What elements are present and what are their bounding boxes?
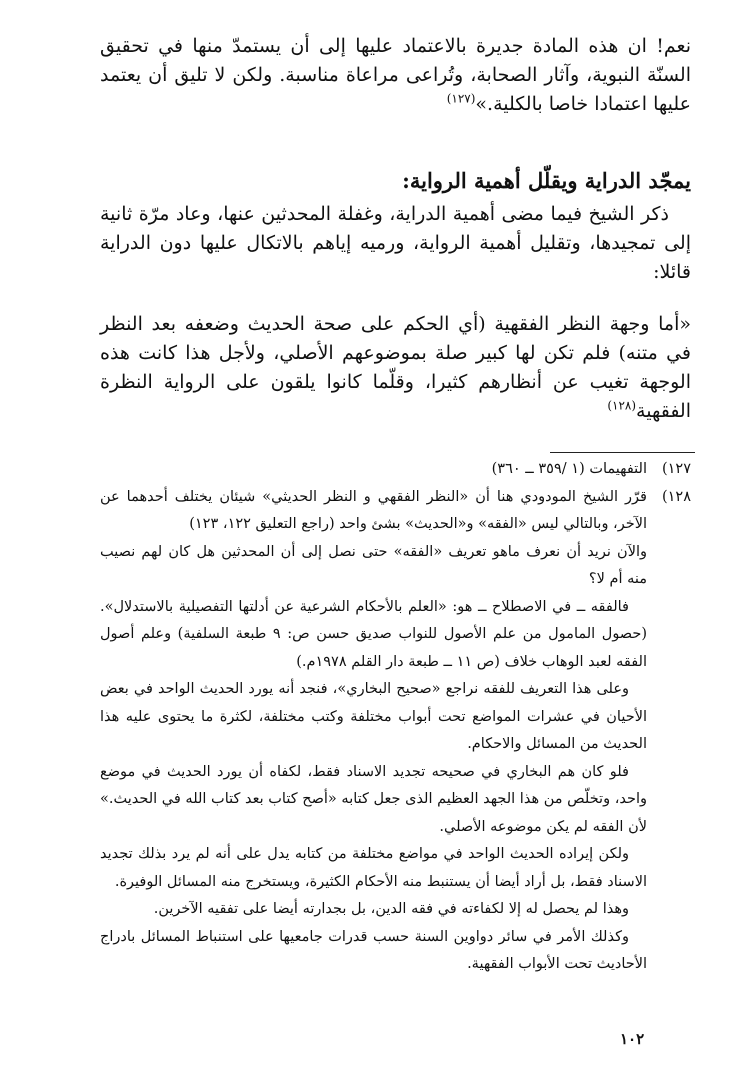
- footnote-ref-127: (١٢٧): [446, 91, 476, 106]
- section-heading: يمجّد الدراية ويقلّل أهمية الرواية:: [402, 168, 691, 193]
- footnote-128: [100, 484, 691, 539]
- footnote-paragraph: فلو كان هم البخاري في صحيحه تجديد الاسناد فقط، لكفاه أن يورد الحديث في موضع واحد، وتخلّص من هذا الجهد العظيم الذى جعل كتابه «أصح كتاب بعد كتاب الله في الحديث.» لأن الفقه لم يكن موضوعه الأصلي.: [100, 763, 647, 835]
- footnote-paragraph: فالفقه ــ في الاصطلاح ــ هو: «العلم بالأحكام الشرعية عن أدلتها التفصيلية بالاستدلال».(حصول المامول من علم الأصول للنواب صديق حسن ص: ٩ طبعة السلفية) وعلم أصول الفقه لعبد الوهاب خلاف (ص ١١ ــ طبعة دار القلم ١٩٧٨م.): [100, 598, 648, 670]
- footnote-text: قرّر الشيخ المودودي هنا أن «النظر الفقهي و النظر الحديثي» شيئان يختلف أحدهما عن الآخر، وبالتالي ليس «الفقه» و«الحديث» بشئ واحد (راجع التعليق ١٢٢، ١٢٣): [100, 488, 647, 532]
- page-number: ١٠٢: [620, 1030, 645, 1048]
- paragraph-1: [100, 32, 691, 119]
- footnote-text: التفهيمات (١ /٣٥٩ ــ ٣٦٠): [491, 461, 647, 477]
- footnote-paragraph: وهذا لم يحصل له إلا لكفاءته في فقه الدين، بل بجدارته أيضا على تفقيه الآخرين.: [153, 901, 629, 917]
- footnote-number: ١٢٨): [661, 488, 691, 505]
- footnote-paragraph: ولكن إيراده الحديث الواحد في مواضع مختلفة من كتابه يدل على أنه لم يرد بذلك تجديد الاسناد فقط، بل أراد أيضا أن يستنبط منه الأحكام الكثيرة، ويستخرج منه المسائل الوفيرة.: [100, 846, 647, 890]
- footnote-127: [100, 456, 691, 484]
- paragraph-1-text: نعم! ان هذه المادة جديرة بالاعتماد عليها إلى أن يستمدّ منها في تحقيق السنّة النبوية، وآثار الصحابة، وتُراعى مراعاة مناسبة. ولكن لا تليق أن يعتمد عليها اعتمادا خاصا بالكلية.»: [100, 35, 691, 115]
- footnote-ref-128: (١٢٨): [607, 398, 637, 413]
- quote-paragraph: [100, 310, 691, 426]
- footnote-number: ١٢٧): [661, 461, 691, 477]
- paragraph-2: ذكر الشيخ فيما مضى أهمية الدراية، وغفلة المحدثين عنها، وعاد مرّة ثانية إلى تمجيدها، وتقليل أهمية الرواية، ورميه إياهم بالاتكال عليها دون الدراية قائلا:: [100, 203, 691, 283]
- footnote-divider: [550, 452, 695, 453]
- footnote-paragraph: وكذلك الأمر في سائر دواوين السنة حسب قدرات جامعيها على استنباط المسائل بادراج الأحاديث تحت الأبواب الفقهية.: [100, 928, 647, 972]
- footnotes: [100, 456, 691, 979]
- footnote-paragraph: وعلى هذا التعريف للفقه نراجع «صحيح البخاري»، فنجد أنه يورد الحديث الواحد في بعض الأحيان في عشرات المواضع تحت أبواب مختلفة وكتب مختلفة، لكثرة ما يحتوى عليه هذا الحديث من المسائل والاحكام.: [100, 681, 647, 752]
- footnote-paragraph: والآن نريد أن نعرف ماهو تعريف «الفقه» حتى نصل إلى أن المحدثين هل كان لهم نصيب منه أم لا؟: [100, 543, 647, 587]
- quote-text: «أما وجهة النظر الفقهية (أي الحكم على صحة الحديث وضعفه بعد النظر في متنه) فلم تكن لها كبير صلة بموضوعهم الأصلي، ولأجل هذا كانت هذه الوجهة تغيب عن أنظارهم كثيرا، وقلّما كانوا يلقون على الرواية النظرة الفقهية: [100, 313, 691, 422]
